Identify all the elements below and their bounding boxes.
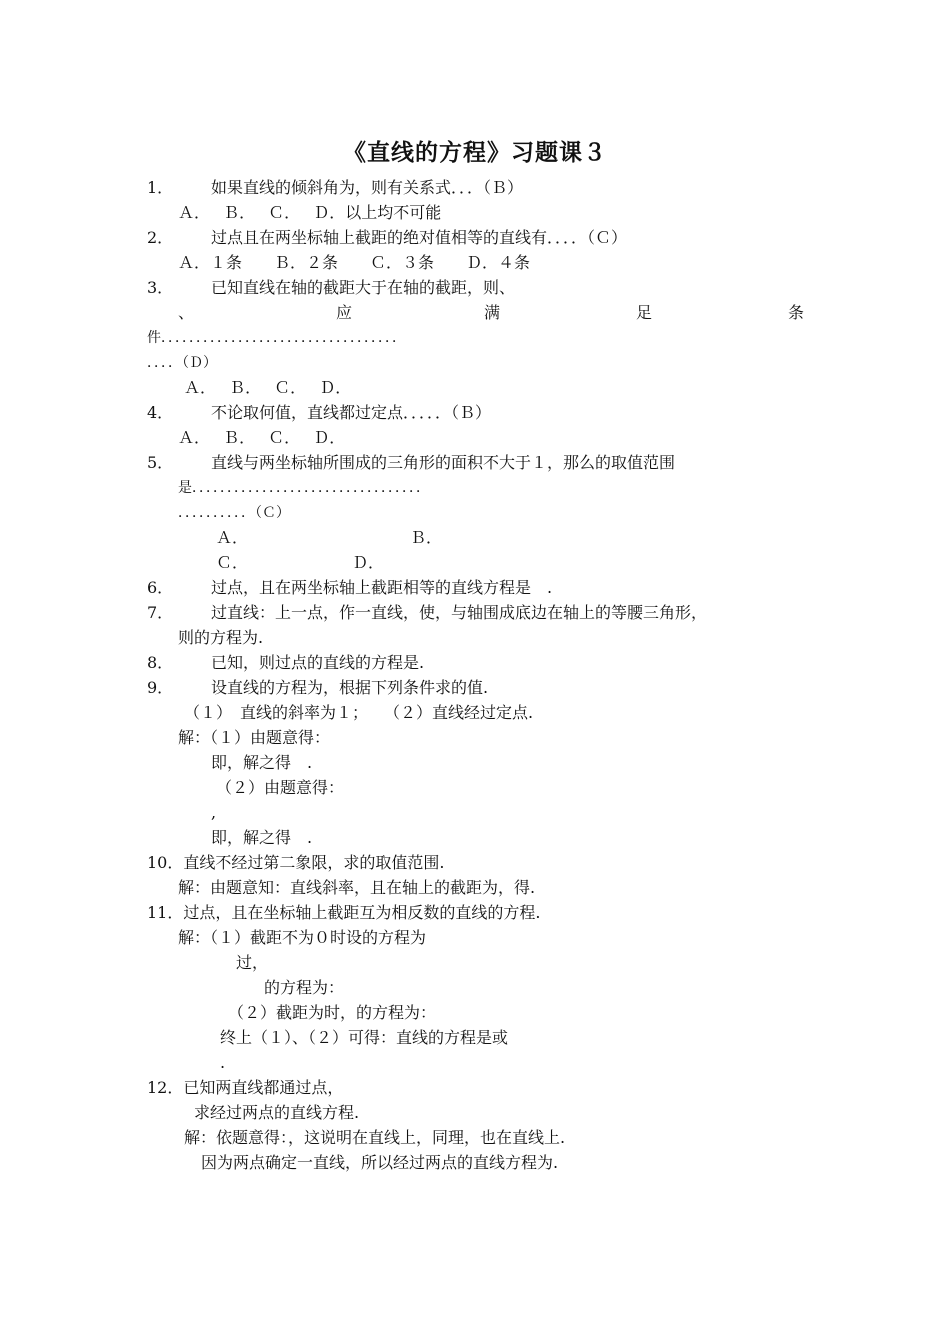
q3-word-4: 足 — [636, 303, 653, 322]
q3-number: 3． — [147, 278, 174, 297]
q4-text: 不论取何值，直线都过定点．．．．．（Ｂ） — [211, 403, 492, 422]
q6-number: 6． — [147, 578, 174, 597]
q4-options: Ａ． Ｂ． Ｃ． Ｄ． — [178, 428, 346, 447]
q11-solution-1: 解：（１）截距不为０时设的方程为 — [178, 928, 427, 947]
q12-solution-1: 解：依题意得：，这说明在直线上，同理，也在直线上. — [184, 1128, 566, 1147]
q1-number: 1． — [147, 178, 174, 197]
q9-solution-5: 即，解之得 . — [211, 828, 313, 847]
q1-options: Ａ． Ｂ． Ｃ． Ｄ．以上均不可能 — [178, 203, 442, 222]
q1-text: 如果直线的倾斜角为，则有关系式．．．（Ｂ） — [211, 178, 524, 197]
q2-text: 过点且在两坐标轴上截距的绝对值相等的直线有．．．．（Ｃ） — [211, 228, 628, 247]
q11-solution-2: 过， — [236, 953, 269, 972]
q5-option-d: Ｄ． — [352, 553, 385, 572]
q3-dot-line: 件．．．．．．．．．．．．．．．．．．．．．．．．．．．．．．．．．． — [147, 330, 406, 346]
q10-solution: 解：由题意知：直线斜率，且在轴上的截距为，得. — [178, 878, 536, 897]
q11-solution-5: 终上（１）、（２）可得：直线的方程是或 — [220, 1028, 509, 1047]
q9-number: 9． — [147, 678, 174, 697]
q4-number: 4． — [147, 403, 174, 422]
q5-option-a: Ａ． — [216, 528, 249, 547]
q12-line-2: 求经过两点的直线方程. — [194, 1103, 360, 1122]
q9-text: 设直线的方程为，根据下列条件求的值. — [211, 678, 489, 697]
q11-solution-6: . — [220, 1053, 226, 1072]
q5-answer-line: ．．．．．．．．．．（Ｃ） — [178, 505, 290, 521]
q3-word-5: 条 — [788, 303, 805, 322]
q7-number: 7． — [147, 603, 174, 622]
q12-solution-2: 因为两点确定一直线，所以经过两点的直线方程为. — [201, 1153, 559, 1172]
q11-solution-3: 的方程为： — [264, 978, 345, 997]
q12-text: 12．已知两直线都通过点， — [147, 1078, 344, 1097]
q3-word-1: 、 — [178, 303, 195, 322]
q6-text: 过点，且在两坐标轴上截距相等的直线方程是 . — [211, 578, 553, 597]
q3-word-2: 应 — [336, 303, 353, 322]
q5-number: 5． — [147, 453, 174, 472]
q11-text: 11．过点，且在坐标轴上截距互为相反数的直线的方程. — [147, 903, 541, 922]
q3-answer-line: ．．．．（Ｄ） — [147, 355, 217, 371]
q3-text: 已知直线在轴的截距大于在轴的截距，则、 — [211, 278, 516, 297]
q9-solution-4: , — [211, 803, 217, 822]
q3-options: Ａ． Ｂ． Ｃ． Ｄ． — [184, 378, 352, 397]
q9-solution-1: 解：（１）由题意得： — [178, 728, 331, 747]
q7-text: 过直线：上一点，作一直线，使，与轴围成底边在轴上的等腰三角形， — [211, 603, 708, 622]
q5-option-b: Ｂ． — [410, 528, 443, 547]
q7-line-2: 则的方程为. — [178, 628, 264, 647]
q3-word-3: 满 — [484, 303, 501, 322]
q8-number: 8． — [147, 653, 174, 672]
page-title: 《直线的方程》习题课３ — [343, 140, 607, 166]
q5-option-c: Ｃ． — [216, 553, 249, 572]
q11-solution-4: （２）截距为时，的方程为： — [228, 1003, 437, 1022]
q2-options: Ａ．１条 Ｂ．２条 Ｃ．３条 Ｄ．４条 — [178, 253, 531, 272]
q5-text: 直线与两坐标轴所围成的三角形的面积不大于１，那么的取值范围 — [211, 453, 676, 472]
q2-number: 2． — [147, 228, 174, 247]
q5-dot-line: 是．．．．．．．．．．．．．．．．．．．．．．．．．．．．．．．．． — [178, 480, 430, 496]
q9-solution-3: （２）由题意得： — [216, 778, 345, 797]
q8-text: 已知，则过点的直线的方程是. — [211, 653, 425, 672]
q10-text: 10．直线不经过第二象限，求的取值范围. — [147, 853, 445, 872]
q9-solution-2: 即，解之得 . — [211, 753, 313, 772]
q9-subparts: （１） 直线的斜率为１； （２）直线经过定点. — [184, 703, 534, 722]
